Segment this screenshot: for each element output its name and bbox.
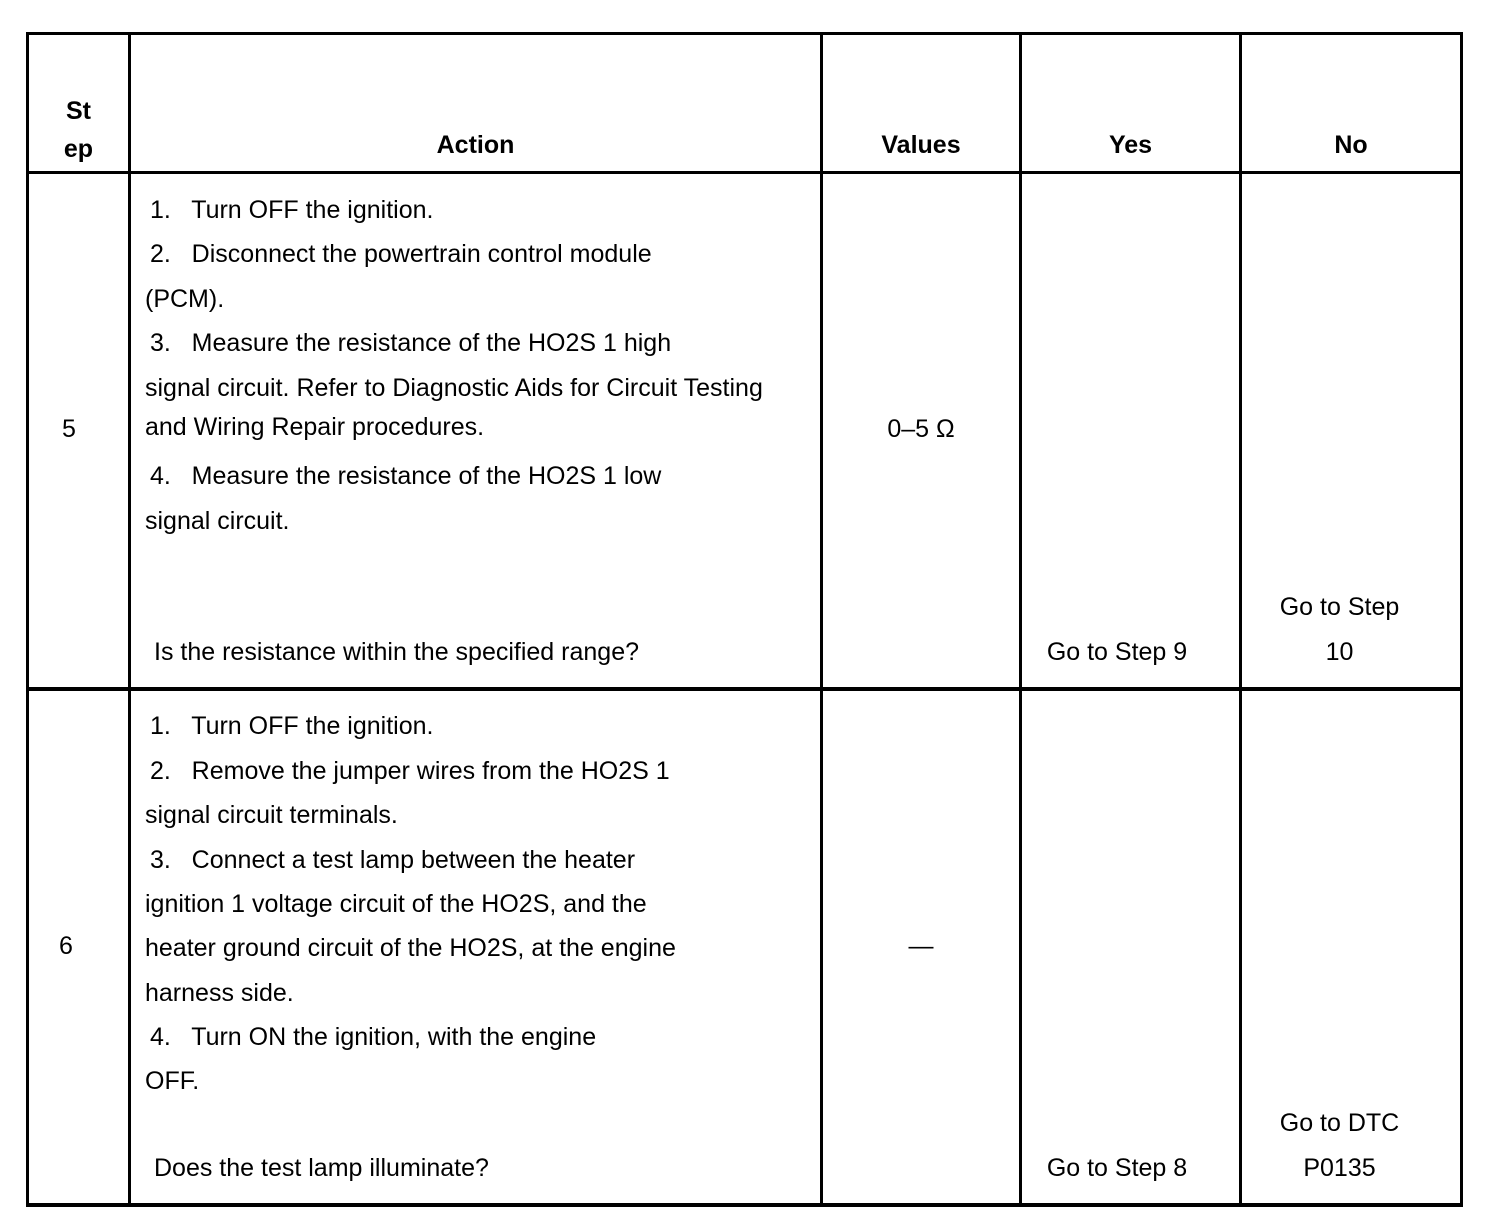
- row-5-value: 0–5 Ω: [887, 415, 955, 443]
- header-action: Action: [436, 131, 515, 159]
- row-6-action-3: 3. Connect a test lamp between the heater: [150, 846, 636, 874]
- col-divider-values: [1019, 32, 1022, 1207]
- row-5-action-3: 3. Measure the resistance of the HO2S 1 high: [150, 329, 672, 357]
- header-divider: [26, 171, 1463, 174]
- diagnostic-table: [26, 32, 1463, 1207]
- row-6-no-line-2: P0135: [1303, 1154, 1376, 1182]
- header-yes: Yes: [1108, 131, 1153, 159]
- row-6-action-3-cont: ignition 1 voltage circuit of the HO2S, and the: [145, 890, 647, 918]
- col-divider-action: [820, 32, 823, 1207]
- row-5-action-3-cont-2: and Wiring Repair procedures.: [145, 413, 485, 441]
- row-5-yes: Go to Step 9: [1046, 638, 1188, 666]
- row-5-action-4-cont: signal circuit.: [145, 507, 290, 535]
- row-6-action-1: 1. Turn OFF the ignition.: [150, 712, 434, 740]
- table-border-top: [26, 32, 1463, 35]
- row-6-value: —: [908, 932, 934, 960]
- row-6-no-line-1: Go to DTC: [1279, 1109, 1400, 1137]
- row-5-action-2-cont: (PCM).: [145, 285, 225, 313]
- header-step: St ep: [63, 97, 94, 163]
- row-5-action-4: 4. Measure the resistance of the HO2S 1 low: [150, 462, 662, 490]
- row-6-step: 6: [59, 932, 73, 960]
- col-divider-step: [128, 32, 131, 1207]
- row-6-question: Does the test lamp illuminate?: [154, 1154, 489, 1182]
- row-5-action-2: 2. Disconnect the powertrain control module: [150, 240, 652, 268]
- row-6-action-2-cont: signal circuit terminals.: [145, 801, 398, 829]
- row-5-question: Is the resistance within the specified range?: [154, 638, 639, 666]
- row-6-action-2: 2. Remove the jumper wires from the HO2S 1: [150, 757, 670, 785]
- header-no: No: [1334, 131, 1368, 159]
- row-5-no-line-1: Go to Step: [1279, 593, 1400, 621]
- row-6-yes: Go to Step 8: [1046, 1154, 1188, 1182]
- table-border-left: [26, 32, 29, 1207]
- table-border-bottom: [26, 1203, 1463, 1207]
- row-6-action-3-cont-2: heater ground circuit of the HO2S, at the engine: [145, 934, 676, 962]
- row-5-action-1: 1. Turn OFF the ignition.: [150, 196, 434, 224]
- row-6-action-4: 4. Turn ON the ignition, with the engine: [150, 1023, 597, 1051]
- row-5-action-3-cont: signal circuit. Refer to Diagnostic Aids for Circuit Testing: [145, 374, 763, 402]
- row-5-step: 5: [62, 415, 76, 443]
- row-5-no-line-2: 10: [1325, 638, 1354, 666]
- table-border-right: [1460, 32, 1463, 1207]
- row-6-action-4-cont: OFF.: [145, 1067, 200, 1095]
- row-divider: [26, 687, 1463, 691]
- row-6-action-3-cont-3: harness side.: [145, 979, 294, 1007]
- header-values: Values: [881, 131, 961, 159]
